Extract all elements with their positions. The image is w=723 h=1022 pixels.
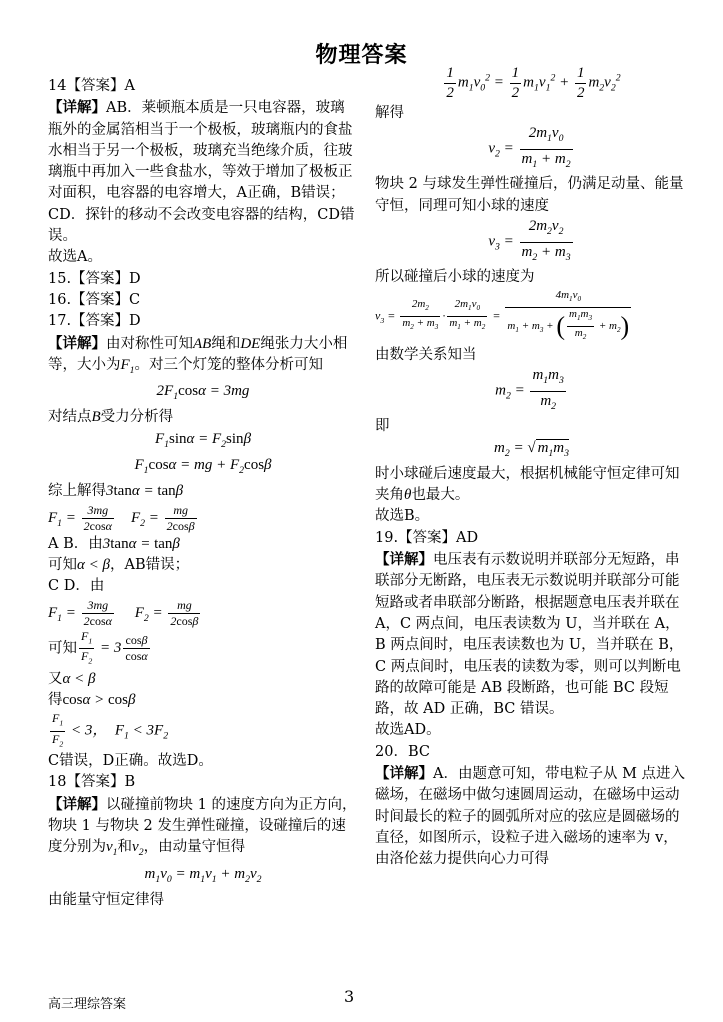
q17-ab: A B．由3tanα = tanβ [48, 535, 180, 552]
ab-text3: ，AB错误； [109, 557, 190, 574]
q19-detail [375, 549, 688, 720]
page-number: 3 [344, 987, 355, 1006]
q18-detail: 【详解】以碰撞前物块 1 的速度方向为正方向，物块 1 与物块 2 发生弹性碰撞，设碰撞后的速度分别为$v_1$和$v_2$，由动量守恒得 [48, 795, 357, 859]
dezhi-text: 得 [48, 692, 63, 709]
q20-detail [375, 763, 688, 870]
q15-answer: 15.【答案】D [48, 270, 141, 287]
youzhi-text: 又 [48, 670, 63, 687]
detail-tag: 【详解】 [375, 551, 433, 569]
page-title: 物理答案 [315, 43, 408, 68]
eq-m2-sqrt: $m_2$ = √ $m_1m_3$ [493, 439, 569, 459]
max-pre: 时小球碰后速度最大，根据机械能守恒定律可知夹角 [375, 465, 680, 504]
detail-tag: 【详解】 [48, 334, 106, 352]
q17-get: 得cosα > cosβ [48, 692, 136, 709]
eq-momentum: $m_1v_0 = m_1v_1 + m_2v_2$ [144, 865, 262, 885]
eq-m2-ratio: $m_2$ = $\frac{m_1m_3}{m_2}$ [495, 366, 564, 412]
q18-after: 所以碰撞后小球的速度为 [375, 269, 535, 286]
q18-and: 和 [117, 839, 133, 856]
q18-solve: 解得 [375, 104, 404, 121]
know-text: 可知 [48, 640, 77, 657]
eq-sin: $F_1\sin\alpha = F_2\sin\beta$ [154, 430, 252, 450]
q20-answer: 20．BC [375, 743, 430, 760]
knot-post: 受力分析得 [100, 409, 174, 426]
q19-detail-text: 电压表有示数说明并联部分无短路，串联部分无断路，电压表无示数说明并联部分可能短路或者串联部分断路，根据题意电压表并联在 A，C 两点间，电压表读数为 U，当并联在 A，B 两点间时，电压表读数也为 U，当并联在 B，C 两点间时，电压表的读数为零，则可以判断电路的故障可能是 AB 段断路，也可能 BC 段短路，故 AD 正确，BC 错误。 [375, 552, 684, 718]
q18-detail-text: 以碰撞前物块 1 的速度方向为正方向，物块 1 与物块 2 发生弹性碰撞，设碰撞后的速度分别为 [48, 796, 357, 856]
q17-intro-post: 绳张力大小相等，大小为 [48, 335, 348, 373]
q17-conclusion: C错误，D正确。故选D。 [48, 753, 213, 770]
eq-f1-f2-cd: $F_1$ = $\frac{3mg}{2\cos\alpha}$ $F_2$ = $\frac{mg}{2\cos\beta}$ [48, 597, 199, 628]
detail-tag: 【详解】 [48, 795, 106, 813]
q19-conclusion: 故选AD。 [375, 722, 441, 739]
q14-answer: 14【答案】A [48, 78, 135, 94]
q14-detail [48, 97, 358, 204]
right-column [375, 65, 688, 871]
q17-cd: C D．由 [48, 578, 105, 595]
q18-conclusion: 故选B。 [375, 508, 430, 525]
rope-ab: AB [193, 335, 212, 352]
eq-energy: $\frac{1}{2}$ $m_1v_0^2$ = $\frac{1}{2}$ $m_1v_1^2$ + $\frac{1}{2}$ $m_2v_2^2$ [446, 65, 621, 101]
var-f1: $F_1$ [120, 356, 135, 376]
q18-relation: 由数学关系知当 [375, 346, 477, 363]
q18-max [375, 464, 688, 507]
footer-label: 高三理综答案 [48, 997, 127, 1012]
q17-answer: 17.【答案】D [48, 313, 141, 330]
ab-text: A B．由 [48, 535, 103, 552]
q17-knot [48, 407, 358, 428]
q16-answer: 16.【答案】C [48, 291, 141, 308]
eq-f1-f2: $F_1$ = $\frac{3mg}{2\cos\alpha}$ $F_2$ = $\frac{mg}{2\cos\beta}$ [48, 502, 195, 533]
q17-ab2: 可知α < β，AB错误； [48, 557, 190, 574]
summary-text: 综上解得 [48, 483, 106, 500]
eq-v2: $v_2$ = $\frac{2m_1v_0}{m_1 + m_2}$ [488, 124, 571, 170]
eq-f1-lt-3f2: $\frac{F_1}{F_2}$ < 3， $F_1 < 3F_2$ [52, 711, 169, 749]
q14-detail-text: AB．莱顿瓶本质是一只电容器，玻璃瓶外的金属箔相当于一个极板，玻璃瓶内的食盐水相当于另一个极板，玻璃充当绝缘介质，往玻璃瓶中再加入一些食盐水，等效于增加了极板正对面积，电容器的电容增大，A正确，B错误； [48, 100, 353, 202]
q20-detail-text: A．由题意可知，带电粒子从 M 点进入磁场，在磁场中做匀速圆周运动，在磁场中运动时间最长的粒子的圆弧所对应的弦应是圆磁场的直径，如图所示，设粒子进入磁场的速率为 v，由洛伦兹力提供向心力可得 [375, 766, 686, 868]
detail-tag: 【详解】 [375, 765, 433, 783]
q17-and: 又α < β [48, 670, 96, 687]
q17-summary: 综上解得3tanα = tanβ [48, 483, 184, 500]
left-column [48, 76, 358, 911]
detail-tag: 【详解】 [48, 99, 106, 117]
eq-v3: $v_3$ = $\frac{2m_2v_2}{m_2 + m_3}$ [488, 217, 571, 263]
knot-point: B [91, 409, 101, 426]
knot-pre: 对结点 [48, 409, 92, 426]
eq-v3-full: $v_3$ = $\frac{2m_2}{m_2 + m_3}$ · $\frac{2m_1v_0}{m_1 + m_2}$ = $4m_1v_0$ $m_1 + m_3$ + ( $\frac{m_1m_3}{m_2}$ + $m_2$) [375, 288, 630, 341]
rope-de: DE [240, 335, 261, 352]
eq-cos: $F_1\cos\alpha$ = mg + $F_2\cos\beta$ [134, 457, 272, 477]
max-post: 也最大。 [411, 487, 470, 504]
q18-detail-end: ，由动量守恒得 [143, 839, 246, 856]
q18-ball: 物块 2 与球发生弹性碰撞后，仍满足动量、能量守恒，同理可知小球的速度 [375, 176, 684, 214]
q14-conclusion: 故选A。 [48, 249, 102, 266]
q19-answer: 19.【答案】AD [375, 529, 479, 546]
q18-energy: 由能量守恒定律得 [48, 891, 164, 908]
q17-intro-pre: 由对称性可知 [106, 335, 193, 352]
q14-cd: CD．探针的移动不会改变电容器的结构，CD错误。 [48, 206, 355, 245]
q17-intro-post2: 。对三个灯笼的整体分析可知 [134, 356, 324, 373]
q17-detail [48, 333, 358, 382]
q17-intro-mid: 绳和 [211, 335, 241, 352]
eq-2f1cos: $2F_1\cos\alpha = 3mg$ [156, 383, 250, 403]
q18-ji: 即 [375, 418, 390, 435]
q17-ratio: 可知 $\frac{F_1}{F_2}$ = 3 $\frac{\cos\beta}{\cos\alpha}$ [48, 629, 148, 666]
theta-symbol: θ [404, 487, 412, 504]
ab-text2: 可知 [48, 557, 77, 574]
q18-answer: 18【答案】B [48, 774, 136, 791]
